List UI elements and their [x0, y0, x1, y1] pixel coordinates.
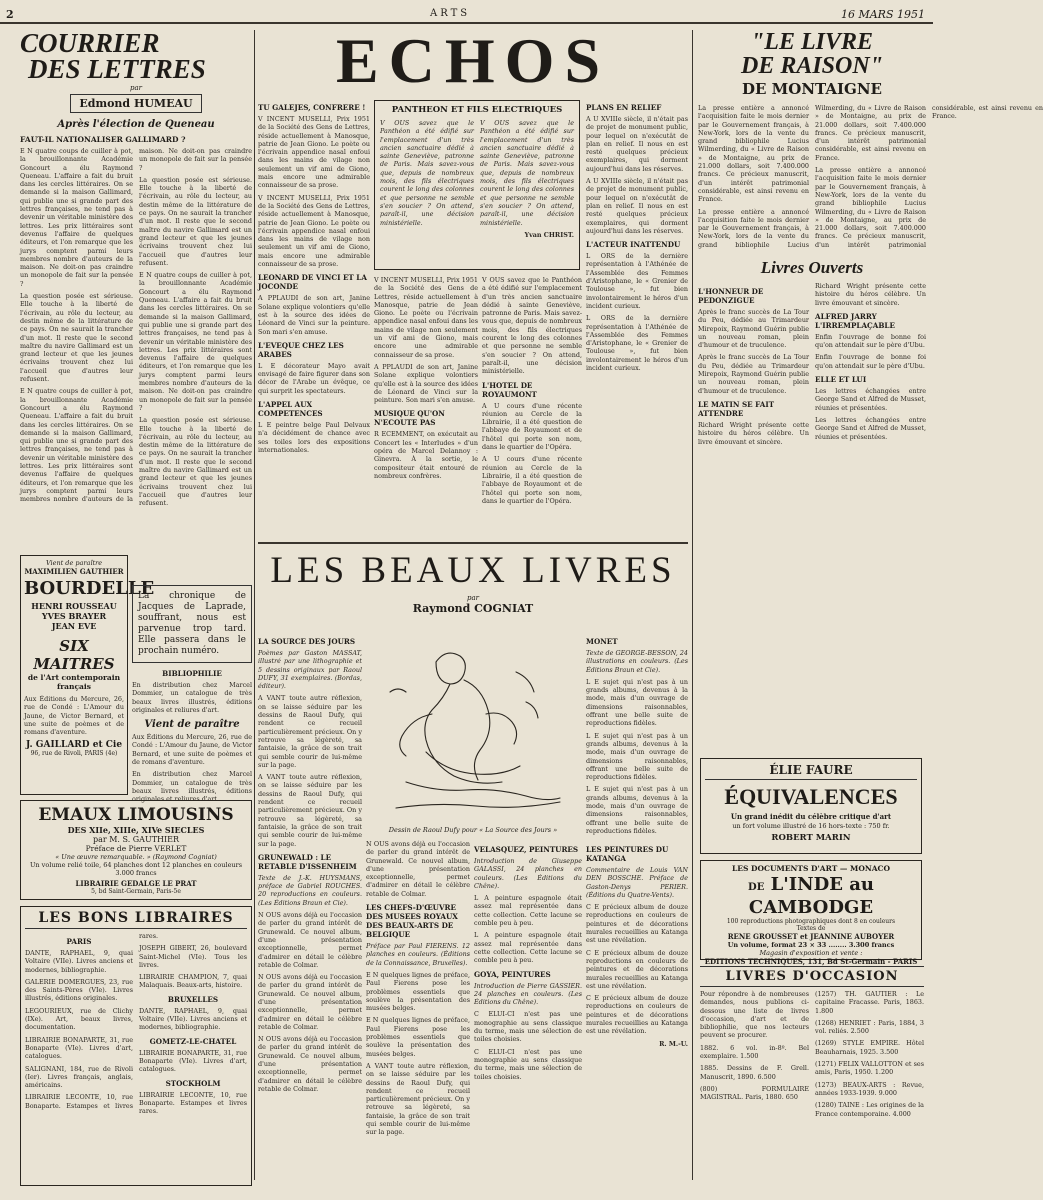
beaux-livres-author: Raymond COGNIAT — [412, 602, 534, 615]
faure-author: ÉLIE FAURE — [705, 763, 917, 780]
courrier-author: Edmond HUMEAU — [70, 94, 202, 113]
echos-title: ECHOS — [335, 25, 611, 96]
velasquez-body: L A peinture espagnole était assez mal représentée dans cette collection. Cette lacune se comble peu à peu. — [474, 894, 582, 928]
libraire-4: LIBRAIRIE BONAPARTE, 31, rue Bonaparte (VIe). Livres d'art, catalogues. — [25, 1035, 133, 1061]
courrier-body-6: La question posée est sérieuse. Elle touche à la liberté de l'écrivain, au rôle du lecteur, au destin même de la littérature de ce pays. On ne saurait la trancher d'un mot. Il reste que le second maître du navire Gallimard est un grand lecteur et que les jeunes écrivains trouvent chez lui l'accueil que d'autres leur refusent. — [139, 416, 252, 508]
velasquez-heading: VELASQUEZ, PEINTURES — [474, 845, 579, 854]
beaux-livres-by: par — [466, 594, 479, 602]
vinci-body: A PPLAUDI de son art, Janine Solane explique volontiers qu'elle est à la source des idées de Léonard de Vinci sur la peinture. Son mari s'en amuse. — [258, 294, 370, 336]
vient-body: Aux Éditions du Mercure, 26, rue de Condé : L'Amour du Jaune, de Victor Bernard, et une suite de poèmes et de romans d'aventure. — [132, 733, 252, 767]
occasion-item-1: 1882. 6 vol. in-8º. Bel exemplaire. 1.500 — [700, 1043, 809, 1061]
occasion-item-5: (1268) HENRIET : Paris, 1884, 3 vol. reliés. 2.500 — [815, 1018, 924, 1036]
bons-libraires — [20, 906, 252, 1186]
grunewald-body-2: N OUS avons déjà eu l'occasion de parler du grand intérêt de Grunewald. Ce nouvel album, d'une présentation exceptionnelle, permet d'admirer en détail le célèbre retable de Colmar. — [258, 973, 362, 1031]
inde-title-small: DE — [748, 882, 765, 893]
pantheon-heading: PANTHEON ET FILS ELECTRIQUES — [391, 105, 563, 115]
beaux-col-2 — [366, 840, 470, 1182]
beaux-livres-header — [258, 548, 688, 628]
inde-format: Un volume, format 23 × 33 ........ 3.300 francs — [727, 941, 895, 949]
bourdelle-address: 96, rue de Rivoli, PARIS (4e) — [30, 750, 118, 758]
occasion-intro: Pour répondre à de nombreuses demandes, nous publions ci-dessous une liste de livres d'occasion, d'art et de bibliophilie, que nos lecteurs peuvent se procurer. — [700, 990, 809, 1040]
bourdelle-author: MAXIMILIEN GAUTHIER — [24, 567, 124, 576]
emaux-subtitle: DES XIIe, XIIIe, XIVe SIECLES — [67, 825, 205, 835]
libraires-region-3: STOCKHOLM — [165, 1078, 221, 1088]
libraire-8: LIBRAIRIE CHAMPION, 7, quai Malaquais. Beaux-arts, histoire. — [139, 973, 247, 990]
vient-body-2: En distribution chez Marcel Dommier, un catalogue de très beaux livres illustrés, éditions originales et reliures d'art. — [132, 770, 252, 804]
bourdelle-name: BOURDELLE — [24, 578, 155, 599]
left-notes — [132, 555, 252, 804]
emaux-author: par M. S. GAUTHIER — [92, 835, 180, 844]
raison-title-2: DE RAISON" — [740, 53, 884, 79]
courrier-section — [20, 30, 252, 550]
ad-bourdelle — [20, 555, 155, 795]
occasion-item-8: (1273) BEAUX-ARTS : Revue, années 1933-1939. 9.000 — [815, 1080, 924, 1097]
dufy-caption: Dessin de Raoul Dufy pour « La Source des Jours » — [388, 826, 558, 834]
courrier-question: FAUT-IL NATIONALISER GALLIMARD ? — [20, 135, 186, 144]
monet-body-2: L E sujet qui n'est pas à un grands albums, devenus à la mode, mais d'un ouvrage de dimensions raisonnables, offrant une belle suite de reproductions fidèles. — [586, 731, 688, 782]
velasquez-meta: Introduction de Giuseppe GALASSI, 24 planches en couleurs. (Les Éditions du Chêne). — [474, 857, 582, 890]
lo-body-1: Après le franc succès de La Tour du Peu, dédiée au Trimardeur Mirepoix, Raymond Guérin publie un nouveau roman, plein d'humour et de truculence. — [698, 308, 809, 350]
source-heading: LA SOURCE DES JOURS — [258, 637, 356, 646]
dufy-drawing — [366, 632, 580, 834]
column-rule-1 — [254, 30, 255, 1180]
ad-emaux — [20, 800, 252, 900]
masthead-rule — [0, 22, 933, 24]
inde-desc: 100 reproductions photographiques dont 8 en couleurs — [726, 918, 896, 925]
bourdelle-publisher: J. GAILLARD et Cie — [25, 740, 123, 751]
occasion-item-6: (1269) STYLE EMPIRE. Hôtel Beauharnais, 1925. 3.500 — [815, 1039, 924, 1056]
inde-series: LES DOCUMENTS D'ART — MONACO — [731, 864, 891, 873]
emaux-address: 5, bd Saint-Germain, Paris-5e — [91, 888, 181, 895]
inde-authors: RENE GROUSSET et JEANNINE AUBOYER — [727, 932, 895, 941]
monet-meta: Texte de GEORGE-BESSON, 24 illustrations en couleurs. (Les Éditions Braun et Cie). — [586, 649, 688, 674]
inde-publisher: EDITIONS TECHNIQUES, 131, Bd St-Germain - PARIS — [704, 957, 918, 966]
musees-body-3: A VANT toute autre réflexion, on se laisse séduire par les dessins de Raoul Dufy, qui rendent ce recueil particulièrement précieux. On y retrouve sa légèreté, sa fantaisie, la grâce de son trait qui semble courir de lui-même sur la page. — [366, 1061, 470, 1137]
libraire-11: LIBRAIRIE LECONTE, 10, rue Bonaparte. Estampes et livres rares. — [139, 1090, 247, 1116]
raison-title-1: "LE LIVRE — [750, 29, 873, 55]
grunewald-meta: Texte de J.-K. HUYSMANS, préface de Gabriel ROUCHES. 20 reproductions en couleurs. (Les Éditions Braun et Cie). — [258, 873, 362, 907]
courrier-title-1: COURRIER — [20, 28, 160, 58]
goya-meta: Introduction de Pierre GASSIER. 24 planches en couleurs. (Les Éditions du Chêne). — [474, 981, 582, 1007]
eveque-body: L E décorateur Mayo avait envisagé de faire figurer dans son décor de l'Arabe un évêque, ce qui surprit les spectateurs. — [258, 361, 370, 395]
katanga-signature: R. M.-U. — [659, 1039, 688, 1048]
lo-body-4b: Les lettres échangées entre George Sand et Alfred de Musset, réunies et présentées. — [815, 415, 926, 441]
musees-meta: Préface par Paul FIERENS. 12 planches en couleurs. (Éditions de la Connaissance, Bruxelles). — [366, 942, 470, 967]
beaux-col2-body: N OUS avons déjà eu l'occasion de parler du grand intérêt de Grunewald. Ce nouvel album, d'une présentation exceptionnelle, permet d'admirer en détail le célèbre retable de Colmar. — [366, 840, 470, 898]
raison-body: La presse entière a annoncé l'acquisition faite le mois dernier par le Gouvernement français, à New-York, lors de la vente du grand bibliophile Lucius Wilmerding, du « Livre de Raison » de Montaigne, au prix de 21.000 dollars, soit 7.400.000 francs. Ce précieux manuscrit, d'un intérêt patrimonial considérable, est ainsi revenu en France. — [698, 104, 809, 204]
galejes-body: V INCENT MUSELLI, Prix 1951 de la Société des Gens de Lettres, réside actuellement à Manosque, patrie de Jean Giono. Le poète ou l'écrivain appendice nasal enfoui dans les mains de vilage non seulement un vif ami de Giono, mais encore une admirable connaisseur de sa prose. — [258, 115, 370, 190]
raison-body-2: La presse entière a annoncé l'acquisition faite le mois dernier par le Gouvernement français, à New-York, lors de la vente du grand bibliophile Lucius Wilmerding, du « Livre de Raison » de Montaigne, au prix de 21.000 dollars, soit 7.400.000 francs. Ce précieux manuscrit, d'un intérêt patrimonial considérable, est ainsi revenu en France. — [698, 104, 926, 249]
occasion-item-7: (1271) FELIX VALLOTTON et ses amis, Paris, 1950. 1.200 — [815, 1060, 924, 1077]
lo-body-1b: Après le franc succès de La Tour du Peu, dédiée au Trimardeur Mirepoix, Raymond Guérin publie un nouveau roman, plein d'humour et de truculence. — [698, 353, 809, 395]
lo-body-4: Les lettres échangées entre George Sand et Alfred de Musset, réunies et présentées. — [815, 387, 926, 412]
acteur-heading: L'ACTEUR INATTENDU — [586, 240, 681, 250]
monet-body-3: L E sujet qui n'est pas à un grands albums, devenus à la mode, mais d'un ouvrage de dimensions raisonnables, offrant une belle suite de reproductions fidèles. — [586, 785, 688, 835]
ad-faure — [700, 758, 922, 854]
acteur-body: L ORS de la dernière représentation à l'Athénée de l'Assemblée des Femmes d'Aristophane, le « Grenier de Toulouse », fut bien involontairement le héros d'un incident curieux. — [586, 252, 688, 310]
pantheon-box — [374, 100, 580, 270]
katanga-meta: Commentaire de Louis VAN DEN BOSSCHE. Préface de Gaston-Denys PERIER. (Éditions du Quatre-Vents). — [586, 866, 688, 899]
lo-body-2b: Richard Wright présente cette histoire du héros célèbre. Un livre émouvant et sincère. — [815, 282, 926, 307]
echos-col3-body: V OUS savez que le Panthéon a été édifié sur l'emplacement d'un très ancien sanctuaire dédié à sainte Geneviève, patronne de Paris. Mais savez-vous que, depuis de nombreux mois, des fils électriques courent le long des colonnes et que personne ne semble s'en soucier ? On attend, paraît-il, une décision ministérielle. — [482, 276, 582, 376]
beaux-col-3 — [474, 840, 582, 1182]
inde-title: L'INDE au CAMBODGE — [748, 874, 874, 918]
courrier-subtitle: Après l'élection de Queneau — [57, 119, 215, 130]
lo-heading-2: LE MATIN SE FAIT ATTENDRE — [698, 399, 775, 418]
courrier-by: par — [129, 84, 142, 92]
echos-col2-body: V INCENT MUSELLI, Prix 1951 de la Société des Gens de Lettres, réside actuellement à Manosque, patrie de Jean Giono. Le poète ou l'écrivain appendice nasal enfoui dans les mains de vilage non seulement un vif ami de Giono, mais encore une admirable connaisseur de sa prose. — [374, 276, 478, 359]
relief-heading: PLANS EN RELIEF — [586, 103, 662, 112]
appel-body: L E peintre belge Paul Delvaux n'a décidément de chance avec ses toiles lors des expositions internationales. — [258, 421, 370, 454]
chronique-box — [132, 585, 252, 663]
grunewald-body: N OUS avons déjà eu l'occasion de parler du grand intérêt de Grunewald. Ce nouvel album, d'une présentation exceptionnelle, permet d'admirer en détail le célèbre retable de Colmar. — [258, 911, 362, 969]
eveque-heading: L'EVEQUE CHEZ LES ARABES — [258, 340, 344, 359]
bourdelle-line1: HENRI ROUSSEAU — [31, 601, 117, 611]
galejes-heading: TU GALEJES, CONFRERE ! — [258, 103, 366, 112]
bourdelle-line3: JEAN EVE — [51, 621, 97, 631]
libraires-city: PARIS — [66, 937, 92, 946]
katanga-body-2: C E précieux album de douze reproductions en couleurs de peintures et de décorations murales recueillies au Katanga est une révélation. — [586, 948, 688, 990]
courrier-body-2: La question posée est sérieuse. Elle touche à la liberté de l'écrivain, au rôle du lecteur, au destin même de la littérature de ce pays. On ne saurait la trancher d'un mot. Il reste que le second maître du navire Gallimard est un grand lecteur et que les jeunes écrivains trouvent chez lui l'accueil que d'autres leur refusent. — [20, 292, 133, 384]
ad-inde — [700, 860, 922, 966]
courrier-body-5: E N quatre coups de cuiller à pot, la brouillonnante Académie Goncourt a élu Raymond Queneau. L'affaire a fait du bruit dans les cercles littéraires. On se demande si la maison Gallimard, qui publie une si grande part des lettres françaises, ne tend pas à devenir un véritable ministère des lettres. Les prix littéraires sont devenus l'affaire de quelques éditeurs, et l'on remarque que les jurys comptent parmi leurs membres nombre d'auteurs de la maison. Ne doit-on pas craindre un monopole de fait sur la pensée ? — [139, 271, 252, 412]
bourdelle-filler: Aux Éditions du Mercure, 26, rue de Condé : L'Amour du Jaune, de Victor Bernard, et une suite de poèmes et de romans d'aventure. — [24, 695, 124, 737]
katanga-heading: LES PEINTURES DU KATANGA — [586, 845, 669, 863]
vinci-heading: LEONARD DE VINCI ET LA JOCONDE — [258, 273, 367, 292]
acteur-body-2: L ORS de la dernière représentation à l'Athénée de l'Assemblée des Femmes d'Aristophane, le « Grenier de Toulouse », fut bien involontairement le héros d'un incident curieux. — [586, 314, 688, 373]
musees-heading: LES CHEFS-D'ŒUVRE DES MUSEES ROYAUX DES BEAUX-ARTS DE BELGIQUE — [366, 903, 458, 940]
royaumont-body: A U cours d'une récente réunion au Cercle de la Librairie, il a été question de l'abbaye de Royaumont et de l'hôtel qui porte son nom, dans le quartier de l'Opéra. — [482, 401, 582, 452]
goya-body: C ELUI-CI n'est pas une monographie au sens classique du terme, mais une sélection de toiles choisies. — [474, 1010, 582, 1044]
faure-title: ÉQUIVALENCES — [724, 784, 898, 809]
occasion-item-9: (1280) TAINE : Les origines de la France contemporaine. 4.000 — [815, 1101, 924, 1118]
monet-body: L E sujet qui n'est pas à un grands albums, devenus à la mode, mais d'un ouvrage de dimensions raisonnables, offrant une belle suite de reproductions fidèles. — [586, 677, 688, 728]
musees-body: E N quelques lignes de préface, Paul Fierens pose les problèmes essentiels que soulève la présentation des musées belges. — [366, 970, 470, 1013]
occasion-item-2: 1885. Dessins de F. Grell. Manuscrit, 1890. 6.500 — [700, 1064, 809, 1081]
echos-col-1 — [258, 98, 370, 538]
appel-heading: L'APPEL AUX COMPETENCES — [258, 400, 323, 419]
dufy-sketch-illustration — [366, 632, 580, 822]
libraires-region-2: GOMETZ-LE-CHATEL — [149, 1036, 237, 1046]
musique-body: R ECEMMENT, on exécutait au Concert les « Interludes » d'un opéra de Marcel Delannoy : Ginevra. À la sortie, le compositeur était entouré de nombreux confrères. — [374, 430, 478, 480]
source-body: A VANT toute autre réflexion, on se laisse séduire par les dessins de Raoul Dufy, qui rendent ce recueil particulièrement précieux. On y retrouve sa légèreté, sa fantaisie, la grâce de son trait qui semble courir de lui-même sur la page. — [258, 694, 362, 769]
beaux-col-4 — [586, 632, 688, 835]
velasquez-body-2: L A peinture espagnole était assez mal représentée dans cette collection. Cette lacune se comble peu à peu. — [474, 931, 582, 965]
occasion-item-4: (1257) TH. GAUTIER : Le capitaine Fracasse. Paris, 1863. 1.800 — [815, 990, 924, 1015]
pantheon-body: V OUS savez que le Panthéon a été édifié sur l'emplacement d'un très ancien sanctuaire dédié à sainte Geneviève, patronne de Paris. Mais savez-vous que, depuis de nombreux mois, des fils électriques courent le long des colonnes et que personne ne semble s'en soucier ? On attend, paraît-il, une décision ministérielle. — [380, 119, 474, 227]
courrier-body-4: La question posée est sérieuse. Elle touche à la liberté de l'écrivain, au rôle du lecteur, au destin même de la littérature de ce pays. On ne saurait la trancher d'un mot. Il reste que le second maître du navire Gallimard est un grand lecteur et que les jeunes écrivains trouvent chez lui l'accueil que d'autres leur refusent. — [139, 175, 252, 267]
occasion-title: LIVRES D'OCCASION — [700, 966, 924, 987]
raison-title-3: DE MONTAIGNE — [742, 80, 882, 98]
echos-col-3 — [482, 276, 582, 538]
libraire-7: JOSEPH GIBERT, 26, boulevard Saint-Michel (VIe). Tous les livres. — [139, 944, 247, 969]
emaux-publisher: LIBRAIRIE GEDALGE LE PRAT — [75, 879, 197, 888]
source-meta: Poèmes par Gaston MASSAT, illustré par une lithographie et 5 dessins originaux par Raoul DUFY, 31 exemplaires. (Bordas, éditeur). — [258, 649, 362, 691]
issue-date: 16 MARS 1951 — [840, 8, 925, 21]
grunewald-heading: GRUNEWALD : LE RETABLE D'ISSENHEIM — [258, 852, 357, 871]
goya-heading: GOYA, PEINTURES — [474, 969, 551, 979]
pantheon-body-2: V OUS savez que le Panthéon a été édifié sur l'emplacement d'un très ancien sanctuaire dédié à sainte Geneviève, patronne de Paris. Mais savez-vous que, depuis de nombreux mois, des fils électriques courent le long des colonnes et que personne ne semble s'en soucier ? On attend, paraît-il, une décision ministérielle. — [480, 119, 574, 227]
courrier-title-2: DES LETTRES — [28, 54, 206, 84]
bourdelle-series-sub: de l'Art contemporain français — [27, 673, 121, 691]
echos-col-4 — [586, 98, 688, 538]
katanga-body-3: C E précieux album de douze reproductions en couleurs de peintures et de décorations murales recueillies au Katanga est une révélation. — [586, 994, 688, 1036]
relief-body-2: A U XVIIIe siècle, il n'était pas de projet de monument public, pour lequel on n'exécutât de plan en relief. Il nous en est resté quelques précieux exemplaires, qui dorment aujourd'hui dans les réserves. — [586, 177, 688, 235]
lo-body-3b: Enfin l'ouvrage de bonne foi qu'on attendait sur le père d'Ubu. — [815, 353, 926, 370]
faure-publisher: ROBERT MARIN — [771, 833, 851, 843]
libraire-5: SALIGNANI, 184, rue de Rivoli (Ier). Livres français, anglais, américains. — [25, 1064, 133, 1090]
chronique-body: La chronique de Jacques de Laprade, souffrant, nous est parvenue trop tard. Elle passera dans le prochain numéro. — [138, 591, 246, 656]
libraires-region-1: BRUXELLES — [167, 994, 219, 1004]
inde-texts: Textes de — [796, 925, 826, 932]
page-number: 2 — [6, 8, 14, 21]
vient-title: Vient de paraître — [144, 719, 240, 731]
livres-ouverts-title: Livres Ouverts — [760, 258, 864, 277]
emaux-title: EMAUX LIMOUSINS — [38, 805, 234, 825]
musique-heading: MUSIQUE QU'ON N'ECOUTE PAS — [374, 409, 445, 428]
emaux-format: Un volume relié toile, 64 planches dont 12 planches en couleurs 3.000 francs — [29, 861, 243, 877]
musees-body-2: E N quelques lignes de préface, Paul Fierens pose les problèmes essentiels que soulève la présentation des musées belges. — [366, 1016, 470, 1058]
libraire-6: LIBRAIRIE LECONTE, 10, rue Bonaparte. Estampes et livres rares. — [25, 932, 159, 1110]
faure-format: un fort volume illustré de 16 hors-texte : 750 fr. — [732, 822, 890, 830]
libraire-2: GALERIE DOMERGUES, 23, rue des Saints-Pères (VIe). Livres illustrés, éditions originales. — [25, 977, 133, 1003]
bourdelle-top: Vient de paraître — [45, 559, 103, 567]
libraire-10: LIBRAIRIE BONAPARTE, 31, rue Bonaparte (VIe). Livres d'art, catalogues. — [139, 1048, 247, 1074]
libraire-3: LEGOURIEUX, rue de Clichy (IXe). Art, beaux livres, documentation. — [25, 1006, 133, 1032]
lo-body-3: Enfin l'ouvrage de bonne foi qu'on attendait sur le père d'Ubu. — [815, 332, 926, 350]
beaux-col-5 — [586, 840, 688, 1182]
occasion-item-3: (800) FORMULAIRE MAGISTRAL. Paris, 1880. 650 — [700, 1084, 809, 1102]
inde-expo: Magasin d'exposition et vente : — [759, 949, 863, 957]
royaumont-body-2: A U cours d'une récente réunion au Cercle de la Librairie, il a été question de l'abbaye de Royaumont et de l'hôtel qui porte son nom, dans le quartier de l'Opéra. — [482, 455, 582, 505]
relief-body: A U XVIIIe siècle, il n'était pas de projet de monument public, pour lequel on n'exécutât de plan en relief. Il nous en est resté quelques précieux exemplaires, qui dorment aujourd'hui dans les réserves. — [586, 115, 688, 173]
goya-body-2: C ELUI-CI n'est pas une monographie au sens classique du terme, mais une sélection de toiles choisies. — [474, 1047, 582, 1081]
bibliophilie-body: En distribution chez Marcel Dommier, un catalogue de très beaux livres illustrés, éditions originales et reliures d'art. — [132, 681, 252, 714]
emaux-preface: Préface de Pierre VERLET — [85, 844, 187, 853]
echos-col2-body-2: A PPLAUDI de son art, Janine Solane explique volontiers qu'elle est à la source des idées de Léonard de Vinci sur la peinture. Son mari s'en amuse. — [374, 362, 478, 405]
lo-heading-4: ELLE ET LUI — [815, 375, 867, 385]
bibliophilie-title: BIBLIOPHILIE — [162, 669, 222, 678]
source-body-2: A VANT toute autre réflexion, on se laisse séduire par les dessins de Raoul Dufy, qui rendent ce recueil particulièrement précieux. On y retrouve sa légèreté, sa fantaisie, la grâce de son trait qui semble courir de lui-même sur la page. — [258, 773, 362, 848]
libraire-1: DANTE, RAPHAEL, 9, quai Voltaire (VIIe). Livres anciens et modernes, bibliographie. — [25, 949, 133, 974]
courrier-body-3: E N quatre coups de cuiller à pot, la brouillonnante Académie Goncourt a élu Raymond Queneau. L'affaire a fait du bruit dans les cercles littéraires. On se demande si la maison Gallimard, qui publie une si grande part des lettres françaises, ne tend pas à devenir un véritable ministère des lettres. Les prix littéraires sont devenus l'affaire de quelques éditeurs, et l'on remarque que les jurys comptent parmi leurs membres nombre d'auteurs de la maison. Ne doit-on pas craindre un monopole de fait sur la pensée ? — [20, 147, 252, 504]
beaux-col-1 — [258, 632, 362, 1182]
newspaper-title: ARTS — [430, 8, 471, 19]
katanga-body: C E précieux album de douze reproductions en couleurs de peintures et de décorations murales recueillies au Katanga est une révélation. — [586, 903, 688, 945]
lo-body-2: Richard Wright présente cette histoire du héros célèbre. Un livre émouvant et sincère. — [698, 420, 809, 446]
lo-heading-1: L'HONNEUR DE PEDONZIGUE — [698, 287, 764, 305]
grunewald-body-3: N OUS avons déjà eu l'occasion de parler du grand intérêt de Grunewald. Ce nouvel album, d'une présentation exceptionnelle, permet d'admirer en détail le célèbre retable de Colmar. — [258, 1035, 362, 1093]
bourdelle-series: SIX MAITRES — [33, 637, 115, 673]
beaux-livres-title: LES BEAUX LIVRES — [270, 550, 676, 591]
beaux-livres-rule — [258, 542, 688, 544]
monet-heading: MONET — [586, 637, 618, 646]
raison-body-3: La presse entière a annoncé l'acquisition faite le mois dernier par le Gouvernement français, à New-York, lors de la vente du grand bibliophile Lucius Wilmerding, du « Livre de Raison » de Montaigne, au prix de 21.000 dollars, soit 7.400.000 francs. Ce précieux manuscrit, d'un intérêt patrimonial considérable, est ainsi revenu en France. — [815, 104, 1043, 249]
libraire-9: DANTE, RAPHAEL, 9, quai Voltaire (VIIe). Livres anciens et modernes, bibliographie. — [139, 1006, 247, 1032]
echos-header — [258, 25, 688, 98]
bourdelle-line2: YVES BRAYER — [41, 611, 107, 621]
royaumont-heading: L'HOTEL DE ROYAUMONT — [482, 380, 537, 399]
libraires-title: LES BONS LIBRAIRES — [25, 910, 247, 929]
echos-col-2 — [374, 276, 478, 538]
column-rule-2 — [692, 30, 693, 1180]
lo-heading-3: ALFRED JARRY L'IRREMPLAÇABLE — [815, 311, 895, 330]
galejes-body-2: V INCENT MUSELLI, Prix 1951 de la Société des Gens de Lettres, réside actuellement à Manosque, patrie de Jean Giono. Le poète ou l'écrivain appendice nasal enfoui dans les mains de vilage non seulement un vif ami de Giono, mais encore une admirable connaisseur de sa prose. — [258, 193, 370, 269]
courrier-body: E N quatre coups de cuiller à pot, la brouillonnante Académie Goncourt a élu Raymond Queneau. L'affaire a fait du bruit dans les cercles littéraires. On se demande si la maison Gallimard, qui publie une si grande part des lettres françaises, ne tend pas à devenir un véritable ministère des lettres. Les prix littéraires sont devenus l'affaire de quelques éditeurs, et l'on remarque que les jurys comptent parmi leurs membres nombre d'auteurs de la maison. Ne doit-on pas craindre un monopole de fait sur la pensée ? — [20, 147, 133, 288]
faure-line: Un grand inédit du célèbre critique d'art — [730, 812, 892, 821]
emaux-quote: « Une œuvre remarquable. » (Raymond Cogniat) — [55, 853, 217, 861]
pantheon-signature: Yvan CHRIST. — [524, 230, 574, 239]
occasion-section — [700, 966, 924, 1186]
